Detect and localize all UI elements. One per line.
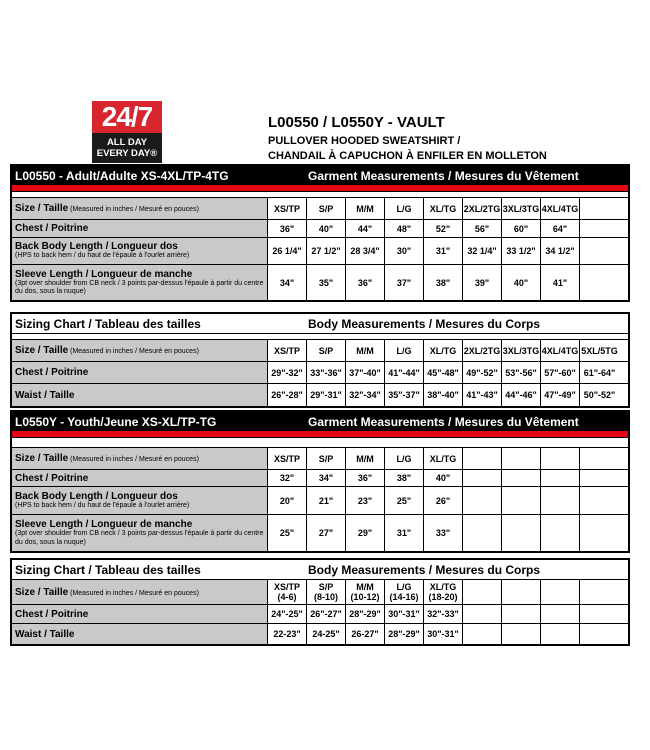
size-header-cell	[502, 580, 541, 604]
youth-garment-title: L0550Y - Youth/Jeune XS-XL/TP-TG	[15, 414, 217, 429]
size-header-cell: M/M	[346, 198, 385, 219]
value-cell	[502, 470, 541, 486]
value-cell: 36"	[268, 220, 307, 237]
value-cell: 30"-31"	[424, 624, 463, 644]
value-cell	[463, 605, 502, 623]
value-cell	[463, 470, 502, 486]
table-row	[12, 624, 628, 644]
adult-body-subtitle: Body Measurements / Mesures du Corps	[308, 316, 541, 331]
size-code: M/M	[356, 582, 374, 592]
size-label-note: (Measured in inches / Mesuré en pouces)	[68, 589, 199, 597]
brand-logo	[92, 101, 162, 163]
size-label-cell	[12, 448, 268, 469]
value-cell: 31"	[385, 515, 424, 551]
row-label: Chest / Poitrine	[15, 472, 89, 484]
adult-body-title: Sizing Chart / Tableau des tailles	[15, 316, 201, 331]
row-label: Chest / Poitrine	[15, 223, 89, 234]
adult-garment-subtitle: Garment Measurements / Mesures du Vêtement	[308, 168, 579, 183]
size-header-cell	[541, 580, 580, 604]
row-label-cell	[12, 515, 268, 551]
size-header-row	[12, 580, 628, 605]
adult-garment-title: L00550 - Adult/Adulte XS-4XL/TP-4TG	[15, 168, 229, 183]
table-row	[12, 515, 628, 551]
table-row	[12, 362, 628, 384]
row-label: Back Body Length / Longueur dos	[15, 241, 178, 253]
youth-garment-subtitle: Garment Measurements / Mesures du Vêtement	[308, 414, 579, 429]
value-cell: 56"	[463, 220, 502, 237]
size-header-cell	[307, 580, 346, 604]
size-range: (4-6)	[277, 592, 297, 602]
row-label-cell	[12, 238, 268, 264]
size-range: (18-20)	[428, 592, 458, 602]
value-cell: 26"-27"	[307, 605, 346, 623]
value-cell	[541, 515, 580, 551]
value-cell: 25"	[385, 487, 424, 514]
row-label-cell	[12, 265, 268, 300]
size-header-cell	[385, 580, 424, 604]
spacer-row	[12, 438, 628, 448]
size-header-cell: L/G	[385, 198, 424, 219]
row-note: (HPS to back hem / du haut de l'épaule à l'ourlet arrière)	[15, 501, 190, 509]
value-cell: 50"-52"	[583, 390, 616, 400]
value-cell	[502, 624, 541, 644]
size-header-cell	[580, 580, 619, 604]
size-header-cell: L/G	[385, 448, 424, 469]
value-cell: 61"-64"	[583, 367, 616, 378]
size-label-note: (Measured in inches / Mesuré en pouces)	[68, 348, 199, 355]
size-header-cell: 2XL/2TG	[463, 198, 502, 219]
value-cell: 28 3/4"	[346, 238, 385, 264]
value-cell	[463, 487, 502, 514]
size-code: S/P	[318, 582, 334, 592]
value-cell: 53"-56"	[502, 362, 541, 383]
size-header-cell	[268, 580, 307, 604]
row-label-cell	[12, 470, 268, 486]
value-cell: 32"	[268, 470, 307, 486]
size-header-cell: XL/TG	[424, 340, 463, 361]
value-cell: 28"-29"	[385, 624, 424, 644]
value-cell: 27 1/2"	[307, 238, 346, 264]
page-subtitle-en: PULLOVER HOODED SWEATSHIRT /	[268, 135, 461, 147]
row-label-cell	[12, 362, 268, 383]
table-row	[12, 487, 628, 515]
size-label	[15, 203, 264, 214]
value-cell	[580, 220, 619, 237]
value-cell: 26"-28"	[268, 384, 307, 406]
page-title: L00550 / L0550Y - VAULT	[268, 114, 445, 131]
size-header-cell: M/M	[346, 448, 385, 469]
logo-line2: EVERY DAY®	[96, 148, 158, 159]
page-subtitle-fr: CHANDAIL À CAPUCHON À ENFILER EN MOLLETON	[268, 150, 547, 162]
value-cell: 33"	[424, 515, 463, 551]
value-cell	[580, 487, 619, 514]
value-cell	[463, 515, 502, 551]
value-cell: 64"	[541, 220, 580, 237]
size-header-cell: S/P	[307, 198, 346, 219]
size-header-cell	[463, 448, 502, 469]
size-label-note: (Measured in inches / Mesuré en pouces)	[68, 456, 199, 463]
size-header-cell	[580, 448, 619, 469]
value-cell: 27"	[307, 515, 346, 551]
row-note: (HPS to back hem / du haut de l'épaule à l'ourlet arrière)	[15, 252, 190, 260]
size-range: (10-12)	[350, 592, 380, 602]
size-header-cell: XL/TG	[424, 198, 463, 219]
value-cell: 44"-46"	[502, 384, 541, 406]
size-label	[15, 345, 264, 356]
size-code: L/G	[396, 582, 412, 592]
size-header-cell: XS/TP	[268, 340, 307, 361]
value-cell	[580, 265, 619, 300]
size-header-cell	[502, 448, 541, 469]
value-cell: 36"	[346, 265, 385, 300]
size-label-text: Size / Taille	[15, 586, 69, 598]
size-label-cell	[12, 580, 268, 604]
value-cell: 41"-44"	[385, 362, 424, 383]
size-range: (14-16)	[389, 592, 419, 602]
value-cell	[580, 238, 619, 264]
value-cell: 24"-25"	[268, 605, 307, 623]
value-cell: 41"	[541, 265, 580, 300]
value-cell: 52"	[424, 220, 463, 237]
value-cell	[580, 624, 619, 644]
logo-top: 24/7	[92, 101, 162, 133]
size-header-cell: 3XL/3TG	[502, 340, 541, 361]
value-cell	[580, 515, 619, 551]
size-label-text: Size / Taille	[15, 345, 69, 356]
row-label-cell	[12, 220, 268, 237]
row-label: Back Body Length / Longueur dos	[15, 490, 178, 502]
youth-body-header	[12, 560, 628, 580]
value-cell: 20"	[268, 487, 307, 514]
row-label-cell	[12, 624, 268, 644]
red-divider	[12, 431, 628, 438]
youth-body-subtitle: Body Measurements / Mesures du Corps	[308, 562, 541, 577]
row-label-cell	[12, 487, 268, 514]
value-cell: 40"	[424, 470, 463, 486]
value-cell: 48"	[385, 220, 424, 237]
value-cell	[541, 605, 580, 623]
value-cell: 23"	[346, 487, 385, 514]
value-cell: 44"	[346, 220, 385, 237]
value-cell	[502, 515, 541, 551]
value-cell	[502, 605, 541, 623]
youth-body-table	[10, 558, 630, 646]
row-note: (3pt over shoulder from CB neck / 3 points par-dessus l'épaule à partir du centre du dos, sous la nuque)	[15, 530, 264, 546]
size-header-cell: 4XL/4TG	[541, 198, 580, 219]
value-cell	[541, 470, 580, 486]
adult-body-table	[10, 312, 630, 408]
size-header-cell: 5XL/5TG	[580, 340, 619, 361]
row-note: (3pt over shoulder from CB neck / 3 points par-dessus l'épaule à partir du centre du dos, sous la nuque)	[15, 279, 264, 295]
value-cell: 22-23"	[268, 624, 307, 644]
row-label: Waist / Taille	[15, 628, 75, 640]
size-header-row	[12, 198, 628, 220]
value-cell: 30"	[385, 238, 424, 264]
value-cell: 41"-43"	[463, 384, 502, 406]
size-label	[15, 453, 264, 464]
adult-garment-header	[12, 166, 628, 185]
size-header-row	[12, 448, 628, 470]
size-label-text: Size / Taille	[15, 453, 69, 464]
value-cell: 49"-52"	[463, 362, 502, 383]
table-row	[12, 265, 628, 300]
value-cell: 60"	[502, 220, 541, 237]
size-header-cell: L/G	[385, 340, 424, 361]
value-cell: 35"-37"	[385, 384, 424, 406]
value-cell: 38"	[385, 470, 424, 486]
value-cell: 38"-40"	[424, 384, 463, 406]
size-label	[15, 587, 264, 598]
size-header-cell: XS/TP	[268, 198, 307, 219]
value-cell: 25"	[268, 515, 307, 551]
adult-body-header	[12, 314, 628, 334]
row-label: Sleeve Length / Longueur de manche	[15, 268, 193, 280]
size-label-text: Size / Taille	[15, 203, 69, 214]
size-header-cell	[424, 580, 463, 604]
table-row	[12, 384, 628, 406]
value-cell: 21"	[307, 487, 346, 514]
value-cell: 34 1/2"	[541, 238, 580, 264]
size-label-cell	[12, 198, 268, 219]
table-row	[12, 238, 628, 265]
logo-bottom	[92, 133, 162, 163]
red-divider	[12, 185, 628, 192]
value-cell: 26 1/4"	[268, 238, 307, 264]
value-cell: 34"	[268, 265, 307, 300]
value-cell: 47"-49"	[541, 384, 580, 406]
size-header-cell: XL/TG	[424, 448, 463, 469]
value-cell: 37"	[385, 265, 424, 300]
row-label: Sleeve Length / Longueur de manche	[15, 519, 193, 530]
size-header-cell: S/P	[307, 448, 346, 469]
value-cell: 57"-60"	[541, 362, 580, 383]
size-label-note: (Measured in inches / Mesuré en pouces)	[68, 206, 199, 213]
row-label: Chest / Poitrine	[15, 367, 89, 378]
value-cell: 33 1/2"	[502, 238, 541, 264]
value-cell: 40"	[307, 220, 346, 237]
size-header-cell: 4XL/4TG	[541, 340, 580, 361]
table-row	[12, 470, 628, 487]
value-cell: 36"	[346, 470, 385, 486]
size-header-cell: XS/TP	[268, 448, 307, 469]
value-cell: 38"	[424, 265, 463, 300]
value-cell: 29"-31"	[307, 384, 346, 406]
value-cell	[541, 487, 580, 514]
value-cell: 32 1/4"	[463, 238, 502, 264]
youth-garment-header	[12, 412, 628, 431]
size-header-cell	[346, 580, 385, 604]
size-code: XS/TP	[273, 582, 300, 592]
value-cell: 26"	[424, 487, 463, 514]
value-cell: 45"-48"	[424, 362, 463, 383]
value-cell: 26-27"	[346, 624, 385, 644]
value-cell: 40"	[502, 265, 541, 300]
value-cell: 32"-34"	[346, 384, 385, 406]
size-header-cell: 2XL/2TG	[463, 340, 502, 361]
size-range: (8-10)	[313, 592, 338, 602]
table-row	[12, 605, 628, 624]
size-header-row	[12, 340, 628, 362]
value-cell	[463, 624, 502, 644]
size-header-cell	[580, 198, 619, 219]
value-cell: 33"-36"	[307, 362, 346, 383]
value-cell	[580, 605, 619, 623]
value-cell	[580, 470, 619, 486]
row-label: Chest / Poitrine	[15, 608, 89, 620]
value-cell: 31"	[424, 238, 463, 264]
value-cell: 24-25"	[307, 624, 346, 644]
value-cell	[502, 487, 541, 514]
value-cell: 28"-29"	[346, 605, 385, 623]
size-header-cell: M/M	[346, 340, 385, 361]
table-row	[12, 220, 628, 238]
value-cell	[541, 624, 580, 644]
adult-garment-table	[10, 164, 630, 302]
value-cell: 30"-31"	[385, 605, 424, 623]
row-label: Waist / Taille	[15, 389, 75, 401]
logo-line1: ALL DAY	[106, 137, 148, 148]
value-cell: 35"	[307, 265, 346, 300]
value-cell: 32"-33"	[424, 605, 463, 623]
value-cell: 29"	[346, 515, 385, 551]
value-cell: 29"-32"	[268, 362, 307, 383]
value-cell: 39"	[463, 265, 502, 300]
size-header-cell: 3XL/3TG	[502, 198, 541, 219]
youth-body-title: Sizing Chart / Tableau des tailles	[15, 562, 201, 577]
size-header-cell: S/P	[307, 340, 346, 361]
size-header-cell	[541, 448, 580, 469]
value-cell: 37"-40"	[346, 362, 385, 383]
row-label-cell	[12, 384, 268, 406]
row-label-cell	[12, 605, 268, 623]
value-cell: 34"	[307, 470, 346, 486]
size-header-cell	[463, 580, 502, 604]
youth-garment-table	[10, 410, 630, 553]
size-code: XL/TG	[429, 582, 457, 592]
size-label-cell	[12, 340, 268, 361]
